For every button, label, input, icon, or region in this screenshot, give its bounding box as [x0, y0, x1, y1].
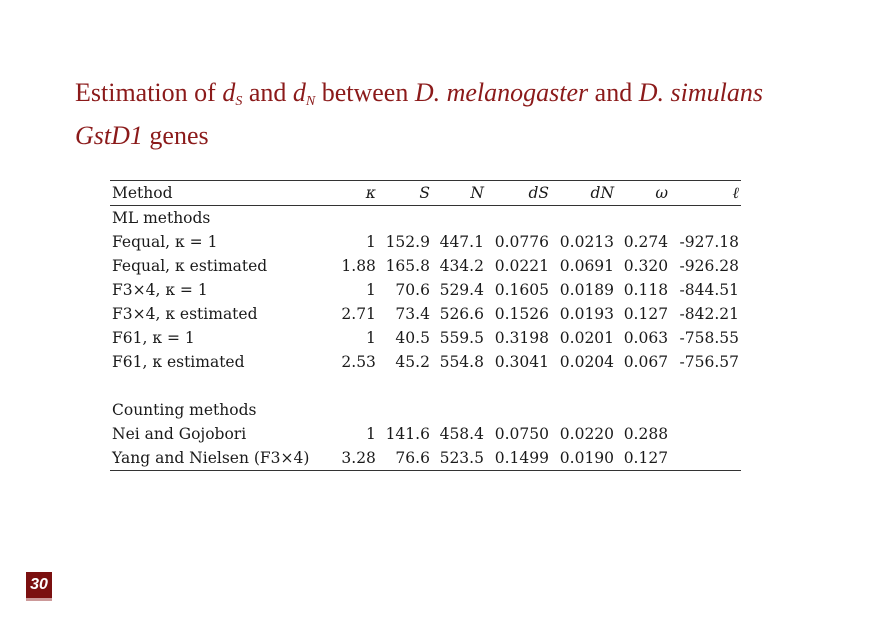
header-row — [110, 181, 741, 206]
spacer-cell — [110, 374, 741, 398]
cell-method: F3×4, κ = 1 — [112, 281, 208, 299]
cell-ds: 0.0221 — [494, 257, 549, 275]
header-method: Method — [110, 181, 335, 206]
cell-loglik: -758.55 — [679, 329, 739, 347]
cell-loglik — [670, 422, 741, 446]
cell-n: 447.1 — [439, 233, 484, 251]
ds-symbol: $d_S$ — [222, 78, 243, 109]
page-number-badge: 30 — [26, 572, 52, 601]
header-n: N — [432, 181, 486, 206]
cell-dn: 0.0213 — [559, 233, 615, 251]
cell-s: 45.2 — [395, 353, 430, 371]
cell-omega: 0.320 — [623, 257, 669, 275]
cell-omega: 0.127 — [616, 446, 670, 471]
table-row — [110, 326, 741, 350]
section-label-ml: ML methods — [112, 209, 211, 227]
cell-kappa: 2.71 — [341, 305, 376, 323]
cell-dn: 0.0691 — [559, 257, 615, 275]
header-ds: dS — [486, 181, 551, 206]
species-melanogaster: D. melanogaster — [414, 78, 589, 107]
cell-loglik: -842.21 — [679, 305, 739, 323]
section-label-counting: Counting methods — [112, 401, 257, 419]
cell-s: 76.6 — [378, 446, 432, 471]
slide-title: Estimation of $d_S$ and $d_N$ between D. melanogaster and D. simulans GstD1 genes — [75, 78, 763, 150]
cell-s: 40.5 — [395, 329, 430, 347]
cell-omega: 0.067 — [623, 353, 669, 371]
cell-omega: 0.127 — [623, 305, 669, 323]
cell-loglik: -844.51 — [679, 281, 739, 299]
cell-n: 529.4 — [439, 281, 484, 299]
table-row — [110, 230, 741, 254]
cell-n: 526.6 — [439, 305, 484, 323]
table-row — [110, 254, 741, 278]
cell-loglik: -927.18 — [679, 233, 739, 251]
cell-n: 554.8 — [439, 353, 484, 371]
cell-kappa: 3.28 — [335, 446, 378, 471]
cell-kappa: 1 — [366, 281, 376, 299]
cell-omega: 0.274 — [623, 233, 669, 251]
cell-omega: 0.118 — [623, 281, 669, 299]
section-row-ml — [110, 206, 741, 231]
cell-loglik — [670, 446, 741, 471]
cell-method: Nei and Gojobori — [112, 425, 247, 443]
dn-symbol: $d_N$ — [292, 78, 316, 109]
cell-method: F61, κ estimated — [112, 353, 245, 371]
cell-ds: 0.3041 — [494, 353, 549, 371]
cell-ds: 0.0750 — [494, 425, 549, 443]
cell-ds: 0.1499 — [486, 446, 551, 471]
results-table — [110, 180, 741, 471]
cell-n: 458.4 — [439, 425, 484, 443]
cell-dn: 0.0201 — [559, 329, 615, 347]
cell-dn: 0.0220 — [559, 425, 615, 443]
cell-n: 434.2 — [439, 257, 484, 275]
cell-kappa: 1 — [366, 329, 376, 347]
header-loglik: ℓ — [670, 181, 741, 206]
cell-s: 152.9 — [385, 233, 430, 251]
cell-kappa: 2.53 — [341, 353, 376, 371]
cell-dn: 0.0204 — [559, 353, 615, 371]
header-dn: dN — [551, 181, 616, 206]
cell-dn: 0.0189 — [559, 281, 615, 299]
cell-omega: 0.063 — [623, 329, 669, 347]
cell-kappa: 1.88 — [341, 257, 376, 275]
cell-loglik: -926.28 — [679, 257, 739, 275]
cell-loglik: -756.57 — [679, 353, 739, 371]
section-row-counting — [110, 398, 741, 422]
spacer-row — [110, 374, 741, 398]
cell-kappa: 1 — [366, 233, 376, 251]
cell-ds: 0.1605 — [494, 281, 549, 299]
cell-ds: 0.1526 — [494, 305, 549, 323]
table-row — [110, 446, 741, 471]
cell-method: Yang and Nielsen (F3×4) — [110, 446, 335, 471]
header-omega: ω — [616, 181, 670, 206]
cell-method: Fequal, κ estimated — [112, 257, 268, 275]
cell-n: 523.5 — [432, 446, 486, 471]
species-simulans: D. simulans — [638, 78, 763, 107]
cell-ds: 0.0776 — [494, 233, 549, 251]
cell-s: 165.8 — [385, 257, 430, 275]
table-row — [110, 422, 741, 446]
cell-ds: 0.3198 — [494, 329, 549, 347]
cell-s: 141.6 — [385, 425, 430, 443]
table-row — [110, 302, 741, 326]
header-s: S — [378, 181, 432, 206]
cell-n: 559.5 — [439, 329, 484, 347]
cell-method: F61, κ = 1 — [112, 329, 195, 347]
cell-method: Fequal, κ = 1 — [112, 233, 218, 251]
cell-method: F3×4, κ estimated — [112, 305, 258, 323]
header-kappa: κ — [335, 181, 378, 206]
cell-dn: 0.0190 — [551, 446, 616, 471]
cell-kappa: 1 — [366, 425, 376, 443]
gene-name: GstD1 — [75, 121, 143, 150]
cell-omega: 0.288 — [623, 425, 669, 443]
table-row — [110, 278, 741, 302]
cell-s: 73.4 — [395, 305, 430, 323]
table-row — [110, 350, 741, 374]
cell-s: 70.6 — [395, 281, 430, 299]
cell-dn: 0.0193 — [559, 305, 615, 323]
